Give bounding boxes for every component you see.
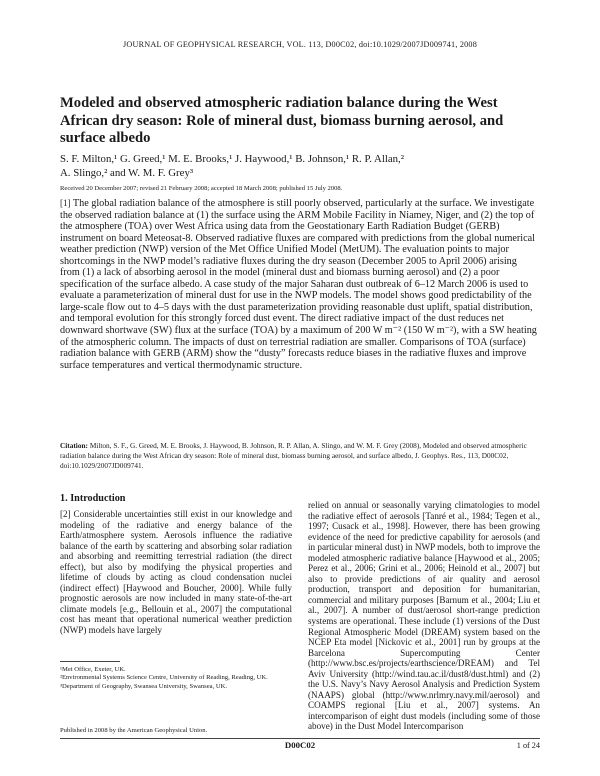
page-number: 1 of 24 bbox=[516, 741, 540, 750]
footnote-divider bbox=[60, 661, 120, 662]
footnote-3: ³Department of Geography, Swansea University, Swansea, UK. bbox=[60, 682, 228, 690]
footnotes bbox=[60, 666, 292, 691]
author-line-2: A. Slingo,² and W. M. F. Grey³ bbox=[60, 166, 194, 179]
introduction-left-text bbox=[60, 509, 292, 636]
author-list bbox=[60, 153, 530, 180]
author-line-1: S. F. Milton,¹ G. Greed,¹ M. E. Brooks,¹ J. Haywood,¹ B. Johnson,¹ R. P. Allan,² bbox=[60, 153, 404, 165]
left-column bbox=[60, 493, 292, 636]
abstract bbox=[60, 198, 538, 371]
introduction-left-body: Considerable uncertainties still exist in our knowledge and modeling of the radiative and energy balance of the Earth/atmosphere system. Aerosols influence the radiative balance of the earth by scattering and absorbing solar radiation and absorbing and reemitting terrestrial radiation (the direct effect), but also by modifying the physical properties and lifetime of clouds by acting as cloud condensation nuclei (indirect effect) [Haywood and Boucher, 2000]. While fully prognostic aerosols are now included in many state-of-the-art climate models [e.g., Bellouin et al., 2007] the computational cost has meant that operational numerical weather prediction (NWP) models have largely bbox=[60, 509, 293, 636]
document-id: D00C02 bbox=[284, 740, 316, 750]
paper-title: Modeled and observed atmospheric radiation balance during the West African dry season: Role of mineral dust, biomass burning aerosol, and surface albedo bbox=[60, 95, 504, 146]
introduction-paragraph-number: [2] bbox=[60, 509, 71, 519]
received-dates: Received 20 December 2007; revised 21 February 2008; accepted 18 March 2008; published 15 July 2008. bbox=[60, 185, 343, 192]
citation-label: Citation: bbox=[60, 441, 88, 450]
running-head: JOURNAL OF GEOPHYSICAL RESEARCH, VOL. 113, D00C02, doi:10.1029/2007JD009741, 2008 bbox=[122, 40, 478, 49]
publisher-note: Published in 2008 by the American Geophysical Union. bbox=[60, 727, 208, 734]
citation bbox=[60, 441, 540, 471]
citation-text: Milton, S. F., G. Greed, M. E. Brooks, J. Haywood, B. Johnson, R. P. Allan, A. Slingo, and W. M. F. Grey (2008), Modeled and observed atmospheric radiation balance during the West African dry season: Role of mineral dust, biomass burning aerosol, and surface albedo, J. Geophys. Res., 113, D00C02, doi:10.1029/2007JD009741. bbox=[60, 441, 527, 470]
footer-divider bbox=[60, 738, 540, 739]
section-heading-introduction: 1. Introduction bbox=[60, 493, 126, 504]
introduction-right-text: relied on annual or seasonally varying climatologies to model the radiative effect of aerosols [Tanré et al., 1984; Tegen et al., 1997; Cusack et al., 1998]. However, there has been growing evidence of the need for predictive capability for aerosols (and in particular mineral dust) in NWP models, both to improve the modeled atmospheric radiative balance [Haywood et al., 2005; Perez et al., 2006; Grini et al., 2006; Heinold et al., 2007] but also to provide predictions of air quality and aerosol production, transport and deposition for humanitarian, commercial and military purposes [Barnum et al., 2004; Liu et al., 2007]. A number of dust/aerosol short-range prediction systems are operational. These include (1) versions of the Dust Regional Atmospheric Model (DREAM) system based on the NCEP Eta model [Nickovic et al., 2001] run by groups at the Barcelona Supercomputing Center (http://www.bsc.es/projects/earthscience/DREAM) and Tel Aviv University (http://wind.tau.ac.il/dust8/dust.html) and (2) the U.S. Navy’s Navy Aerosol Analysis and Prediction System (NAAPS) global (http://www.nrlmry.navy.mil/aerosol) and COAMPS regional [Liu et al., 2007] systems. An intercomparison of eight dust models (including some of those above) in the Dust Model Intercomparison bbox=[308, 500, 540, 732]
abstract-text: The global radiation balance of the atmosphere is still poorly observed, particularly at the surface. We investigate the observed radiation balance at (1) the surface using the ARM Mobile Facility in Niamey, Niger, and (2) the top of the atmosphere (TOA) over West Africa using data from the Geostationary Earth Radiation Budget (GERB) instrument on board Meteosat-8. Observed radiative fluxes are compared with predictions from the global numerical weather prediction (NWP) version of the Met Office Unified Model (MetUM). The evaluation points to major shortcomings in the NWP model’s radiative fluxes during the dry season (December 2005 to April 2006) arising from (1) a lack of absorbing aerosol in the model (mineral dust and biomass burning aerosol) and (2) a poor specification of the surface albedo. A case study of the major Saharan dust outbreak of 6–12 March 2006 is used to evaluate a parameterization of mineral dust for use in the NWP models. The model shows good predictability of the large-scale flow out to 4–5 days with the dust parameterization providing reasonable dust uplift, spatial distribution, and temporal evolution for this strongly forced dust event. The direct radiative impact of the dust reduces net downward shortwave (SW) flux at the surface (TOA) by a maximum of 200 W m⁻² (150 W m⁻²), with a SW heating of the atmospheric column. The impacts of dust on terrestrial radiation are smaller. Comparisons of TOA (surface) radiation balance with GERB (ARM) show the “dusty” forecasts reduce biases in the radiative fluxes and improve surface temperatures and vertical thermodynamic structure. bbox=[60, 198, 537, 371]
right-column bbox=[308, 500, 540, 732]
footnote-2: ²Environmental Systems Science Centre, University of Reading, Reading, UK. bbox=[60, 674, 268, 682]
footnote-1: ¹Met Office, Exeter, UK. bbox=[60, 666, 126, 673]
abstract-paragraph-number: [1] bbox=[60, 198, 71, 208]
